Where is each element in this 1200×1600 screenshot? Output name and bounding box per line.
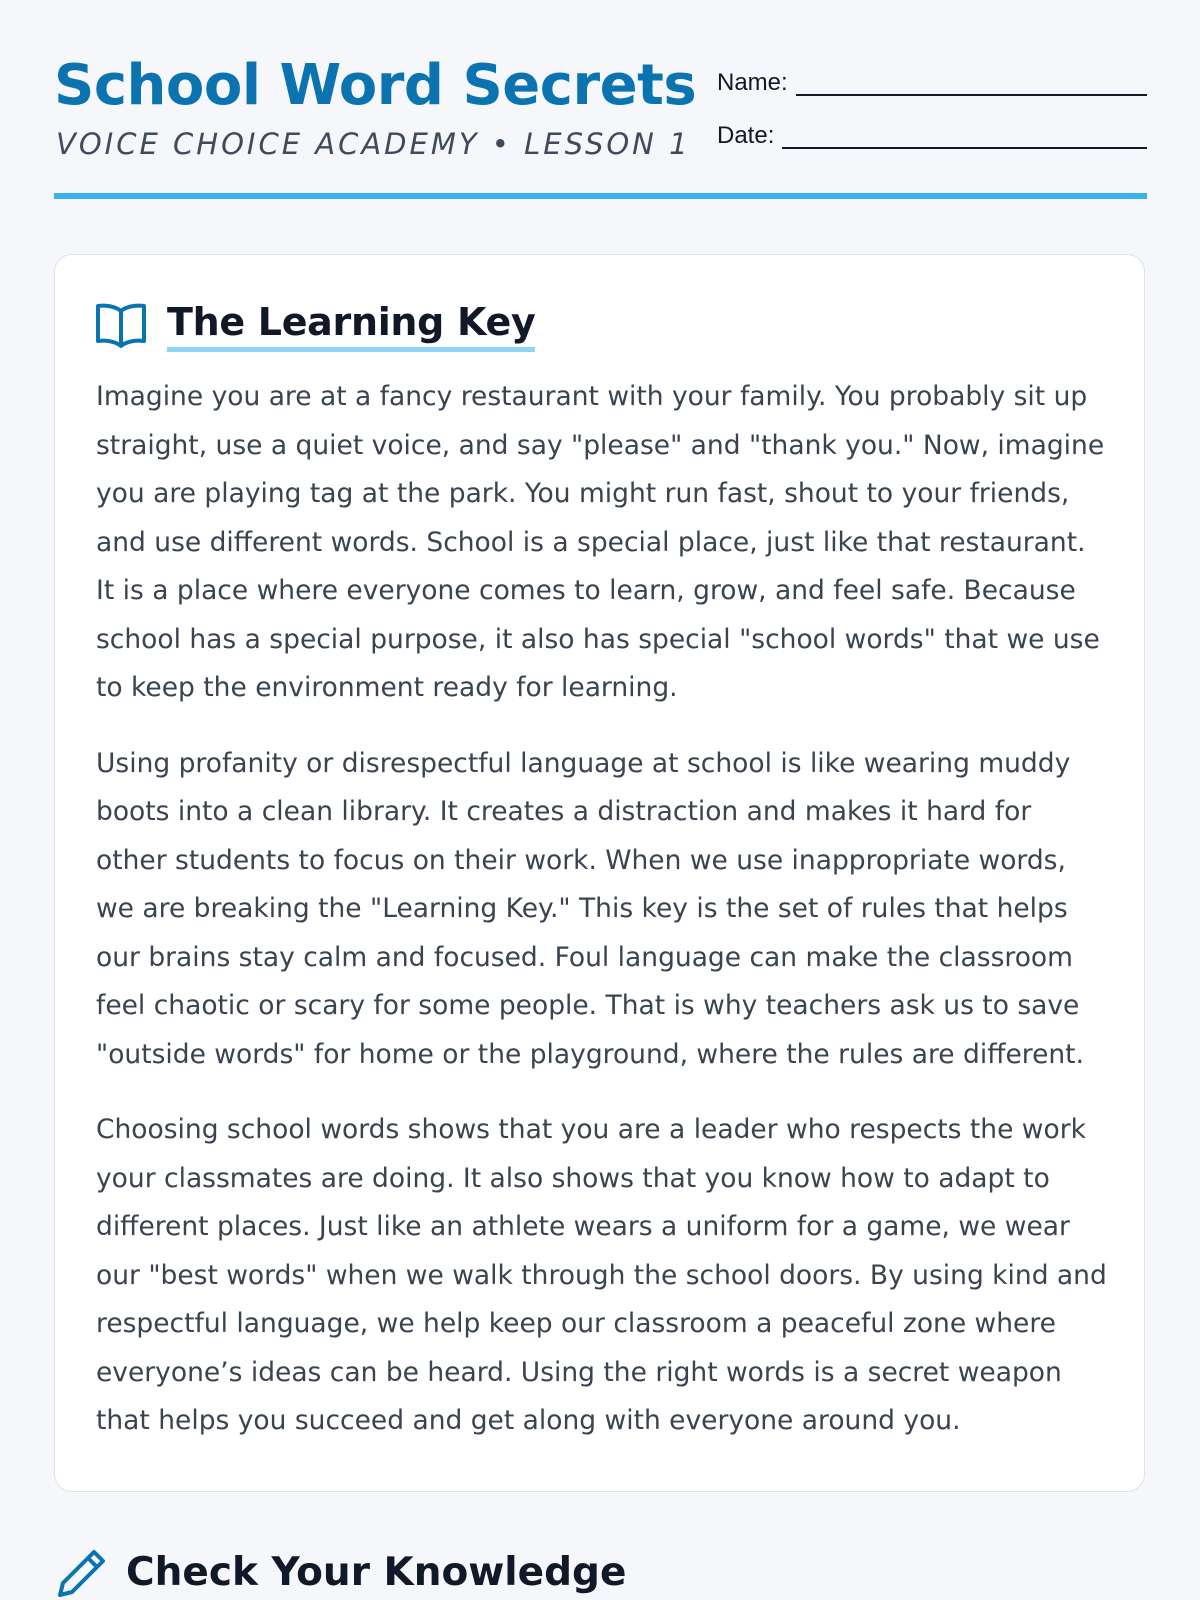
date-label: Date: [717, 122, 775, 149]
date-line[interactable] [782, 121, 1147, 149]
card-title: The Learning Key [167, 297, 535, 352]
learning-key-card [54, 254, 1145, 1492]
lesson-subtitle: VOICE CHOICE ACADEMY • LESSON 1 [56, 127, 691, 161]
paragraph: Choosing school words shows that you are a leader who respects the work your classmates are doing. It also shows that you know how to adapt to different places. Just like an athlete wears a uniform for a game, we wear our "best words" when we walk through the school doors. By using kind and respectful language, we help keep our classroom a peaceful zone where everyone’s ideas can be heard. Using the right words is a secret weapon that helps you succeed and get along with everyone around you. [96, 1114, 1107, 1436]
header [54, 0, 1147, 200]
paragraph: Using profanity or disrespectful language at school is like wearing muddy boots into a clean library. It creates a distraction and makes it hard for other students to focus on their work. When we use inappropriate words, we are breaking the "Learning Key." This key is the set of rules that helps our brains stay calm and focused. Foul language can make the classroom feel chaotic or scary for some people. That is why teachers ask us to save "outside words" for home or the playground, where the rules are different. [96, 747, 1084, 1070]
name-field[interactable] [717, 66, 1147, 100]
card-header [95, 297, 535, 352]
name-line[interactable] [796, 68, 1147, 96]
page-title: School Word Secrets [54, 53, 697, 118]
paragraph: Imagine you are at a fancy restaurant with your family. You probably sit up straight, use a quiet voice, and say "please" and "thank you." Now, imagine you are playing tag at the park. You might run fast, shout to your friends, and use different words. School is a special place, just like that restaurant. It is a place where everyone comes to learn, grow, and feel safe. Because school has a special purpose, it also has special "school words" that we use to keep the environment ready for learning. [96, 381, 1105, 703]
header-divider [54, 193, 1147, 199]
reading-passage [96, 373, 1108, 1473]
pencil-icon [56, 1547, 108, 1599]
name-label: Name: [717, 69, 788, 96]
check-knowledge-heading [56, 1546, 626, 1600]
section-title: Check Your Knowledge [126, 1550, 627, 1595]
worksheet-page [54, 0, 1147, 1595]
book-icon [95, 302, 147, 348]
date-field[interactable] [717, 119, 1147, 153]
